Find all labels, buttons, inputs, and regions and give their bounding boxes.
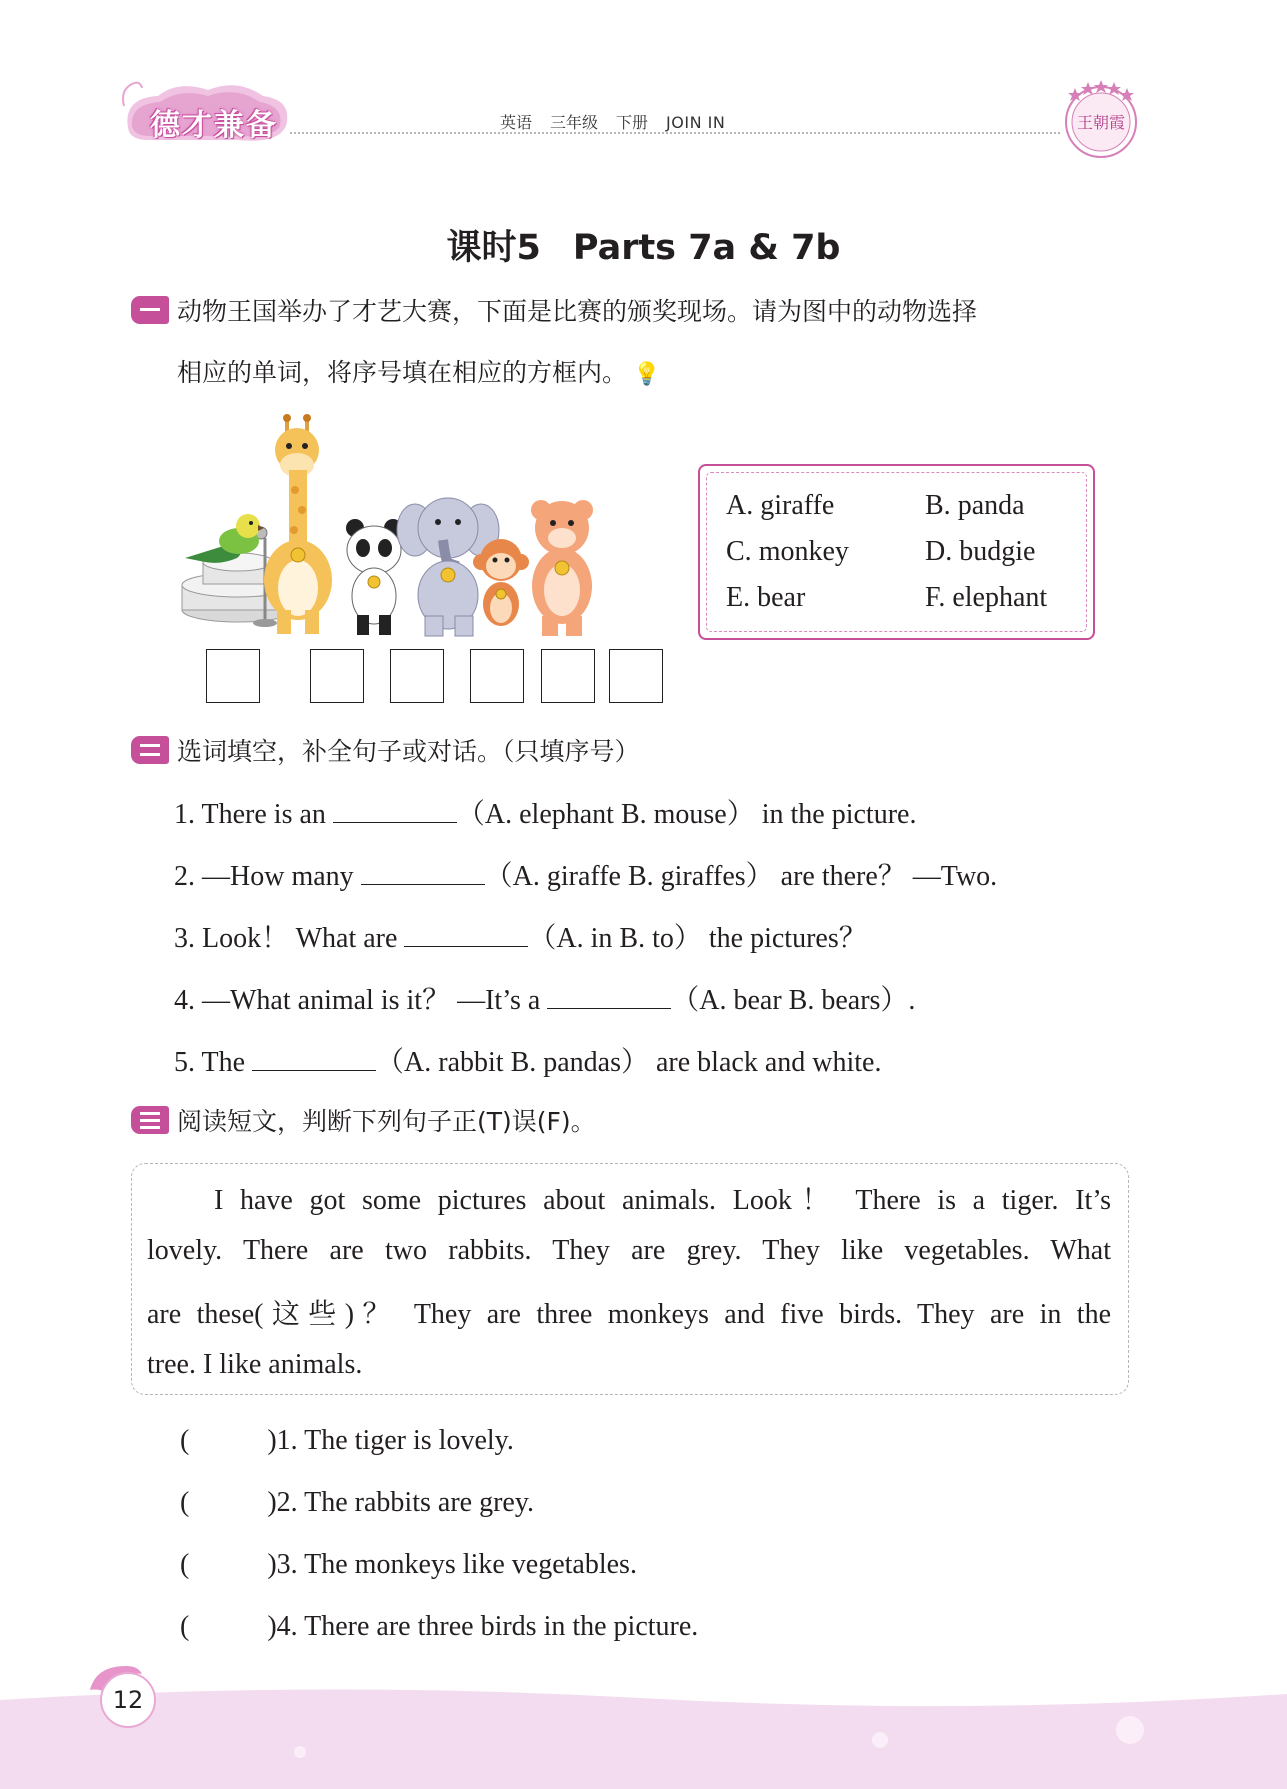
blank-3[interactable] (404, 922, 528, 947)
blank-5[interactable] (252, 1046, 376, 1071)
passage-line-3: are these(这些)？ They are three monkeys and five birds. They are in the (147, 1299, 1111, 1330)
answer-box-budgie[interactable] (206, 649, 260, 703)
judgement-item-2: ( )2. The rabbits are grey. (180, 1487, 535, 1518)
publisher-seal (1060, 78, 1142, 160)
answer-box-elephant[interactable] (470, 649, 524, 703)
footer-decoration (0, 1680, 1287, 1789)
judgement-item-3: ( )3. The monkeys like vegetables. (180, 1549, 637, 1580)
blank-2[interactable] (361, 860, 485, 885)
answer-box-bear[interactable] (609, 649, 663, 703)
lightbulb-icon: 💡 (633, 362, 661, 387)
page-number: 12 (112, 1686, 144, 1714)
lesson-number: 课时5 (446, 228, 541, 268)
passage-line-4: tree. I like animals. (147, 1349, 363, 1380)
section-2-badge (131, 736, 169, 764)
animals-illustration (165, 410, 675, 640)
section-1-instruction-line2: 相应的单词，将序号填在相应的方框内。 💡 (177, 358, 661, 387)
passage-line-1: I have got some pictures about animals. Look！ There is a tiger. It’s (214, 1185, 1111, 1216)
option-c: C. monkey (726, 536, 849, 567)
judgement-item-4: ( )4. There are three birds in the picture. (180, 1611, 699, 1642)
header-grade: 三年级 (550, 113, 599, 132)
header-info (500, 110, 725, 133)
header-series: JOIN IN (666, 113, 726, 132)
header-subject: 英语 (500, 113, 533, 132)
bear-image (531, 500, 593, 636)
svg-text:王朝霞: 王朝霞 (1076, 113, 1126, 132)
fill-item-5: 5. The （A. rabbit B. pandas） are black and white. (174, 1047, 882, 1078)
fill-item-1: 1. There is an （A. elephant B. mouse） in the picture. (174, 799, 917, 830)
fill-item-4: 4. —What animal is it？ —It’s a （A. bear B. bears）. (174, 985, 916, 1016)
answer-box-giraffe[interactable] (310, 649, 364, 703)
panda-image (346, 519, 402, 635)
lesson-parts: Parts 7a & 7b (572, 228, 841, 268)
page-title (0, 220, 1287, 270)
option-f: F. elephant (925, 582, 1048, 613)
passage-line-2: lovely. There are two rabbits. They are grey. They like vegetables. What (147, 1235, 1111, 1266)
section-3-instruction: 阅读短文，判断下列句子正(T)误(F)。 (177, 1107, 596, 1136)
judgement-item-1: ( )1. The tiger is lovely. (180, 1425, 514, 1456)
section-2-instruction: 选词填空，补全句子或对话。（只填序号） (177, 737, 640, 766)
option-e: E. bear (726, 582, 806, 613)
section-1-badge (131, 296, 169, 324)
giraffe-image (264, 414, 332, 634)
answer-box-monkey[interactable] (541, 649, 595, 703)
fill-item-3: 3. Look！ What are （A. in B. to） the pictures？ (174, 923, 867, 954)
option-a: A. giraffe (726, 490, 835, 521)
blank-1[interactable] (333, 798, 457, 823)
answer-box-panda[interactable] (390, 649, 444, 703)
brand-title: 德才兼备 (150, 108, 278, 143)
blank-4[interactable] (547, 984, 671, 1009)
header-volume: 下册 (616, 113, 649, 132)
fill-item-2: 2. —How many （A. giraffe B. giraffes） are there？ —Two. (174, 861, 998, 892)
option-b: B. panda (925, 490, 1025, 521)
section-3-badge (131, 1106, 169, 1134)
section-1-instruction-line1: 动物王国举办了才艺大赛，下面是比赛的颁奖现场。请为图中的动物选择 (177, 297, 978, 326)
option-d: D. budgie (925, 536, 1036, 567)
